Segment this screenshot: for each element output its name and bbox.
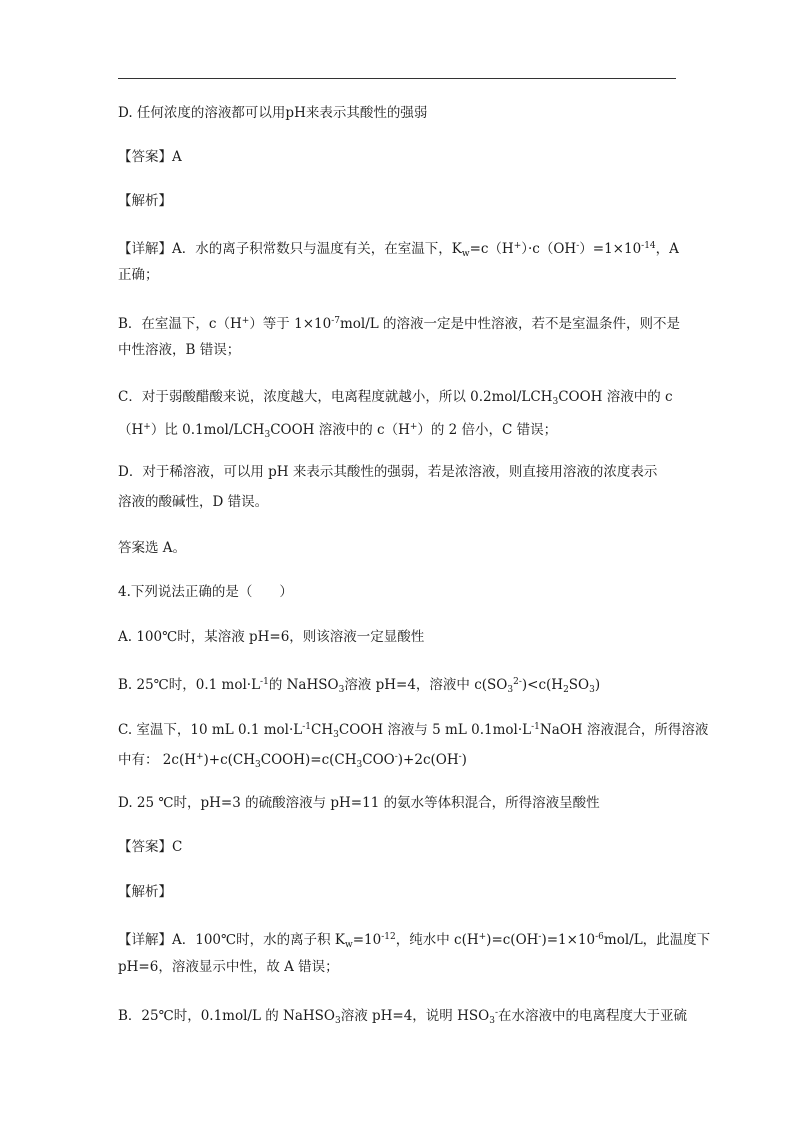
q4-stem: 4.下列说法正确的是（ ）	[118, 584, 293, 600]
q4-option-d: D. 25 ℃时，pH=3 的硫酸溶液与 pH=11 的氨水等体积混合，所得溶液呈酸性	[118, 795, 600, 811]
q3-detail-d-line1: D．对于稀溶液，可以用 pH 来表示其酸性的强弱，若是浓溶液，则直接用溶液的浓度表示	[118, 464, 658, 480]
q4-detail-a-line2: pH=6，溶液显示中性，故 A 错误；	[118, 959, 339, 975]
q4-detail-b-line1: B．25℃时，0.1mol/L 的 NaHSO$_3$溶液 pH=4，说明 $HSO_3^-$在水溶液中的电离程度大于亚硫	[118, 1008, 687, 1026]
q3-analysis-heading: 【解析】	[118, 193, 172, 209]
q4-answer: 【答案】C	[118, 839, 183, 855]
q3-detail-a-line2: 正确；	[118, 267, 159, 283]
q3-detail-b-line1: B．在室温下，c（H+）等于 $1\times 10^{-7}mol/L$ 的溶液一定是中性溶液，若不是室温条件，则不是	[118, 316, 681, 332]
q4-option-c-line2: 中有： $2c(H^+)+c(CH_3COOH)=c(CH_3COO^-)+2c(OH^-)$	[118, 752, 467, 770]
q4-option-b: B. 25℃时，0.1 $mol\cdot L^{-1}$的 NaHSO$_3$溶液 pH=4，溶液中 $c(SO_3^{2-})<c(H_2SO_3)$	[118, 677, 601, 695]
q3-detail-a-line1: 【详解】A．水的离子积常数只与温度有关，在室温下，$K_w=c(H^+)\cdot c(OH^-)=1\times 10^{-14}$，A	[118, 241, 679, 259]
q3-detail-d-line2: 溶液的酸碱性，D 错误。	[118, 494, 269, 510]
header-rule	[118, 78, 676, 79]
q3-detail-c-line1: C．对于弱酸醋酸来说，浓度越大，电离程度就越小，所以 $0.2mol/LCH_3COOH$ 溶液中的 c	[118, 389, 673, 407]
q3-detail-b-line2: 中性溶液，B 错误；	[118, 342, 241, 358]
q3-detail-c-line2: （H+）比 $0.1mol/LCH_3COOH$ 溶液中的 c（H+）的 2 倍小，C 错误；	[118, 422, 558, 440]
q4-detail-a-line1: 【详解】A．100℃时，水的离子积 $K_w=10^{-12}$，纯水中 $c(H^+)=c(OH^-)=1\times 10^{-6}mol/L$，此温度下	[118, 932, 711, 950]
q3-option-d: D. 任何浓度的溶液都可以用pH来表示其酸性的强弱	[118, 105, 428, 121]
q4-option-c-line1: C. 室温下，10 mL 0.1 $mol\cdot L^{-1}CH_3COOH$ 溶液与 5 mL $0.1mol\cdot L^{-1}NaOH$ 溶液混合，所得溶液	[118, 722, 709, 740]
q3-answer: 【答案】A	[118, 149, 182, 165]
q4-analysis-heading: 【解析】	[118, 884, 172, 900]
q3-selected-answer: 答案选 A。	[118, 540, 187, 556]
q4-option-a: A. 100℃时，某溶液 pH=6，则该溶液一定显酸性	[118, 629, 425, 645]
